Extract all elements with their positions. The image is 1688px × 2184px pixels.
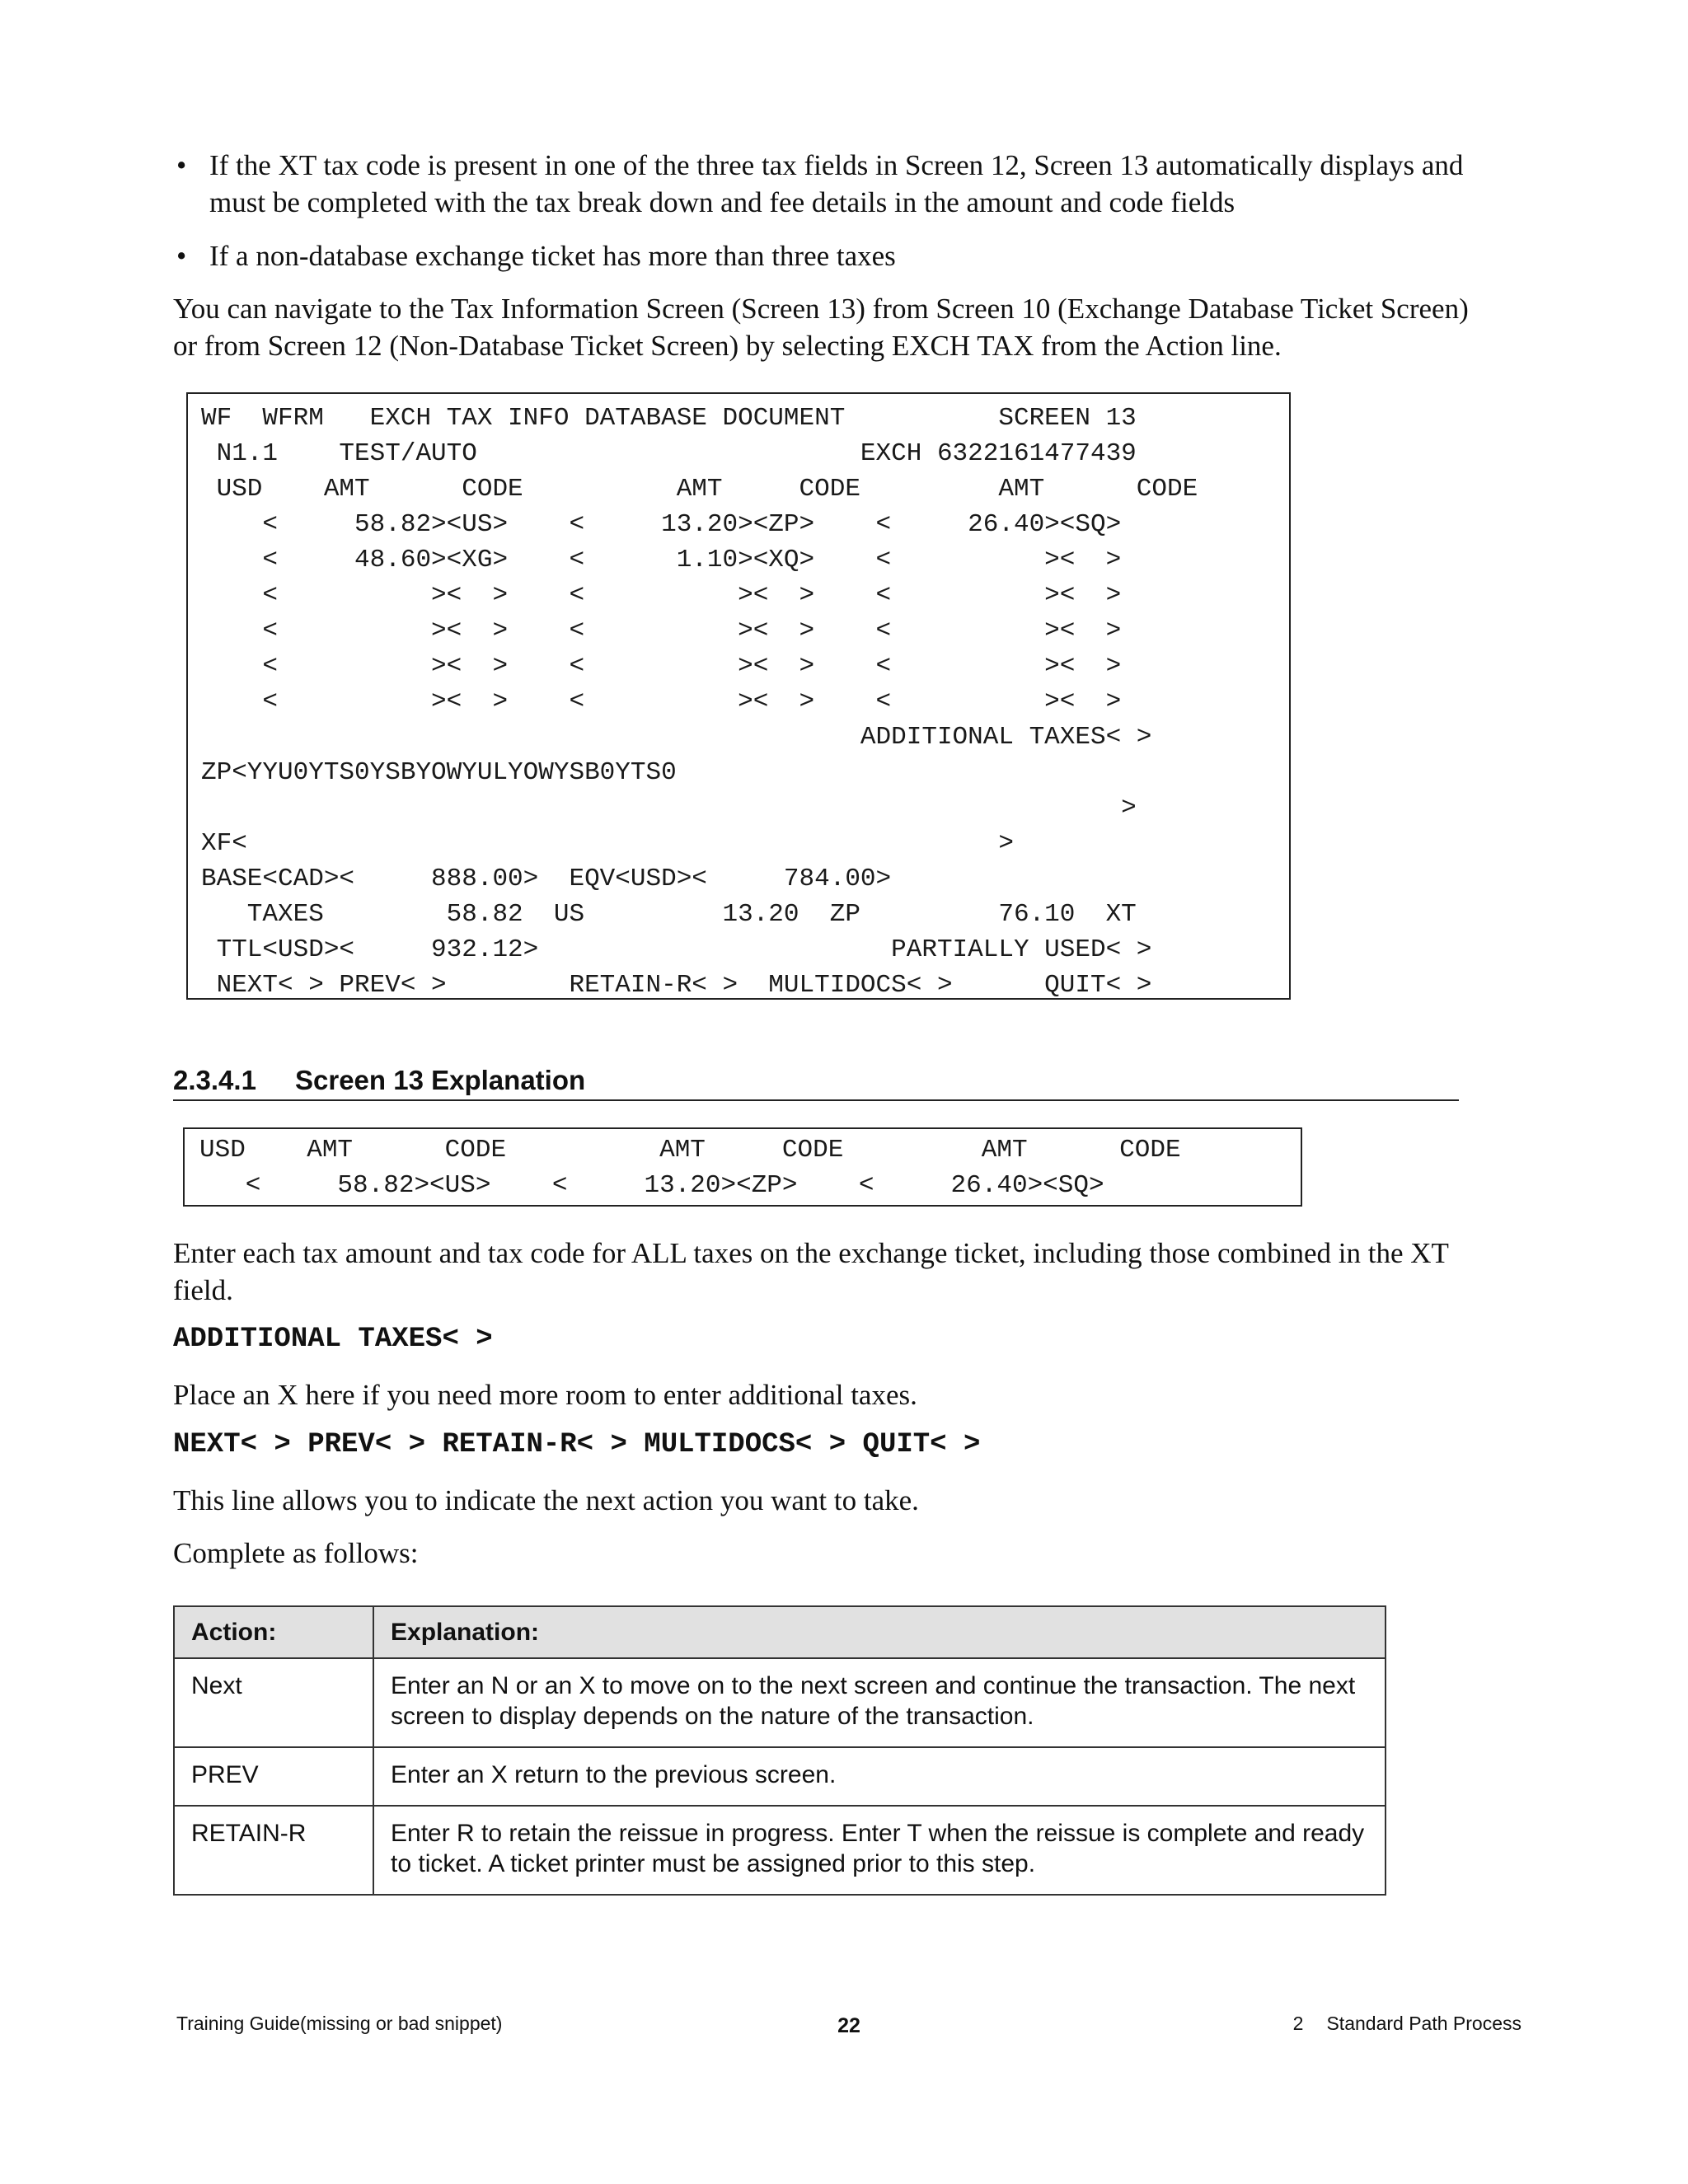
- terminal-line: N1.1 TEST/AUTO EXCH 6322161477439: [201, 439, 1137, 468]
- excerpt-line: < 58.82><US> < 13.20><ZP> < 26.40><SQ>: [199, 1171, 1104, 1200]
- terminal-line: < 48.60><XG> < 1.10><XQ> < >< >: [201, 546, 1122, 574]
- screen-13-terminal: [186, 392, 1291, 1000]
- explanation-cell: Enter R to retain the reissue in progress. Enter T when the reissue is complete and ready to ticket. A ticket printer must be assigned prior to this step.: [373, 1806, 1386, 1895]
- footer-doc-title: Training Guide(missing or bad snippet): [176, 2013, 503, 2034]
- explanation-cell: Enter an X return to the previous screen.: [373, 1747, 1386, 1806]
- screen-excerpt: [183, 1127, 1302, 1207]
- section-number: 2.3.4.1: [173, 1065, 256, 1095]
- action-line-description: This line allows you to indicate the next action you want to take.: [173, 1484, 919, 1516]
- bullet-list: [173, 147, 1484, 291]
- terminal-text: [201, 401, 1289, 1003]
- terminal-line: NEXT< > PREV< > RETAIN-R< > MULTIDOCS< > QUIT< >: [201, 971, 1152, 1000]
- excerpt-text: [199, 1132, 1301, 1203]
- terminal-line: < >< > < >< > < >< >: [201, 652, 1122, 681]
- footer-chapter-number: 2: [1292, 2013, 1304, 2034]
- terminal-line: TAXES 58.82 US 13.20 ZP 76.10 XT: [201, 900, 1137, 929]
- terminal-line: < 58.82><US> < 13.20><ZP> < 26.40><SQ>: [201, 510, 1122, 539]
- action-cell: Next: [174, 1658, 373, 1747]
- enter-paragraph: Enter each tax amount and tax code for ALL taxes on the exchange ticket, including those combined in the XT field.: [173, 1237, 1449, 1306]
- terminal-line: BASE<CAD>< 888.00> EQV<USD>< 784.00>: [201, 865, 892, 893]
- additional-taxes-description: Place an X here if you need more room to enter additional taxes.: [173, 1379, 917, 1411]
- terminal-line: < >< > < >< > < >< >: [201, 616, 1122, 645]
- terminal-line: USD AMT CODE AMT CODE AMT CODE: [201, 475, 1198, 504]
- bullet-item: • If the XT tax code is present in one of the three tax fields in Screen 12, Screen 13 automatically displays and must be completed with the tax break down and fee details in the amount and code fields: [173, 147, 1484, 221]
- terminal-line: >: [201, 794, 1137, 823]
- footer-page-number: 22: [837, 2014, 860, 2037]
- table-header-row: [174, 1606, 1386, 1658]
- footer-chapter: [1293, 2013, 1522, 2035]
- complete-as-follows: Complete as follows:: [173, 1537, 419, 1569]
- additional-taxes-field-label: ADDITIONAL TAXES< >: [173, 1324, 493, 1355]
- terminal-line: TTL<USD>< 932.12> PARTIALLY USED< >: [201, 935, 1152, 964]
- terminal-line: < >< > < >< > < >< >: [201, 687, 1122, 716]
- table-row: [174, 1747, 1386, 1806]
- action-line-field-label: NEXT< > PREV< > RETAIN-R< > MULTIDOCS< > QUIT< >: [173, 1429, 981, 1460]
- excerpt-line: USD AMT CODE AMT CODE AMT CODE: [199, 1136, 1181, 1165]
- bullet-item: • If a non-database exchange ticket has more than three taxes: [173, 237, 1484, 274]
- terminal-line: WF WFRM EXCH TAX INFO DATABASE DOCUMENT SCREEN 13: [201, 404, 1137, 433]
- terminal-line: XF< >: [201, 829, 1014, 858]
- table-row: [174, 1806, 1386, 1895]
- action-cell: RETAIN-R: [174, 1806, 373, 1895]
- explanation-cell: Enter an N or an X to move on to the next screen and continue the transaction. The next screen to display depends on the nature of the transaction.: [373, 1658, 1386, 1747]
- intro-paragraph: You can navigate to the Tax Information Screen (Screen 13) from Screen 10 (Exchange Database Ticket Screen) or from Screen 12 (Non-Database Ticket Screen) by selecting EXCH TAX from the Action line.: [173, 293, 1469, 362]
- terminal-line: < >< > < >< > < >< >: [201, 581, 1122, 610]
- terminal-line: ADDITIONAL TAXES< >: [201, 723, 1152, 752]
- section-title: Screen 13 Explanation: [295, 1065, 586, 1095]
- terminal-line: ZP<YYU0YTS0YSBYOWYULYOWYSB0YTS0: [201, 758, 677, 787]
- footer-chapter-title: Standard Path Process: [1326, 2013, 1522, 2034]
- column-header-action: Action:: [174, 1606, 373, 1658]
- section-heading: [173, 1065, 1459, 1101]
- table-row: [174, 1658, 1386, 1747]
- action-cell: PREV: [174, 1747, 373, 1806]
- column-header-explanation: Explanation:: [373, 1606, 1386, 1658]
- action-table: [173, 1605, 1386, 1896]
